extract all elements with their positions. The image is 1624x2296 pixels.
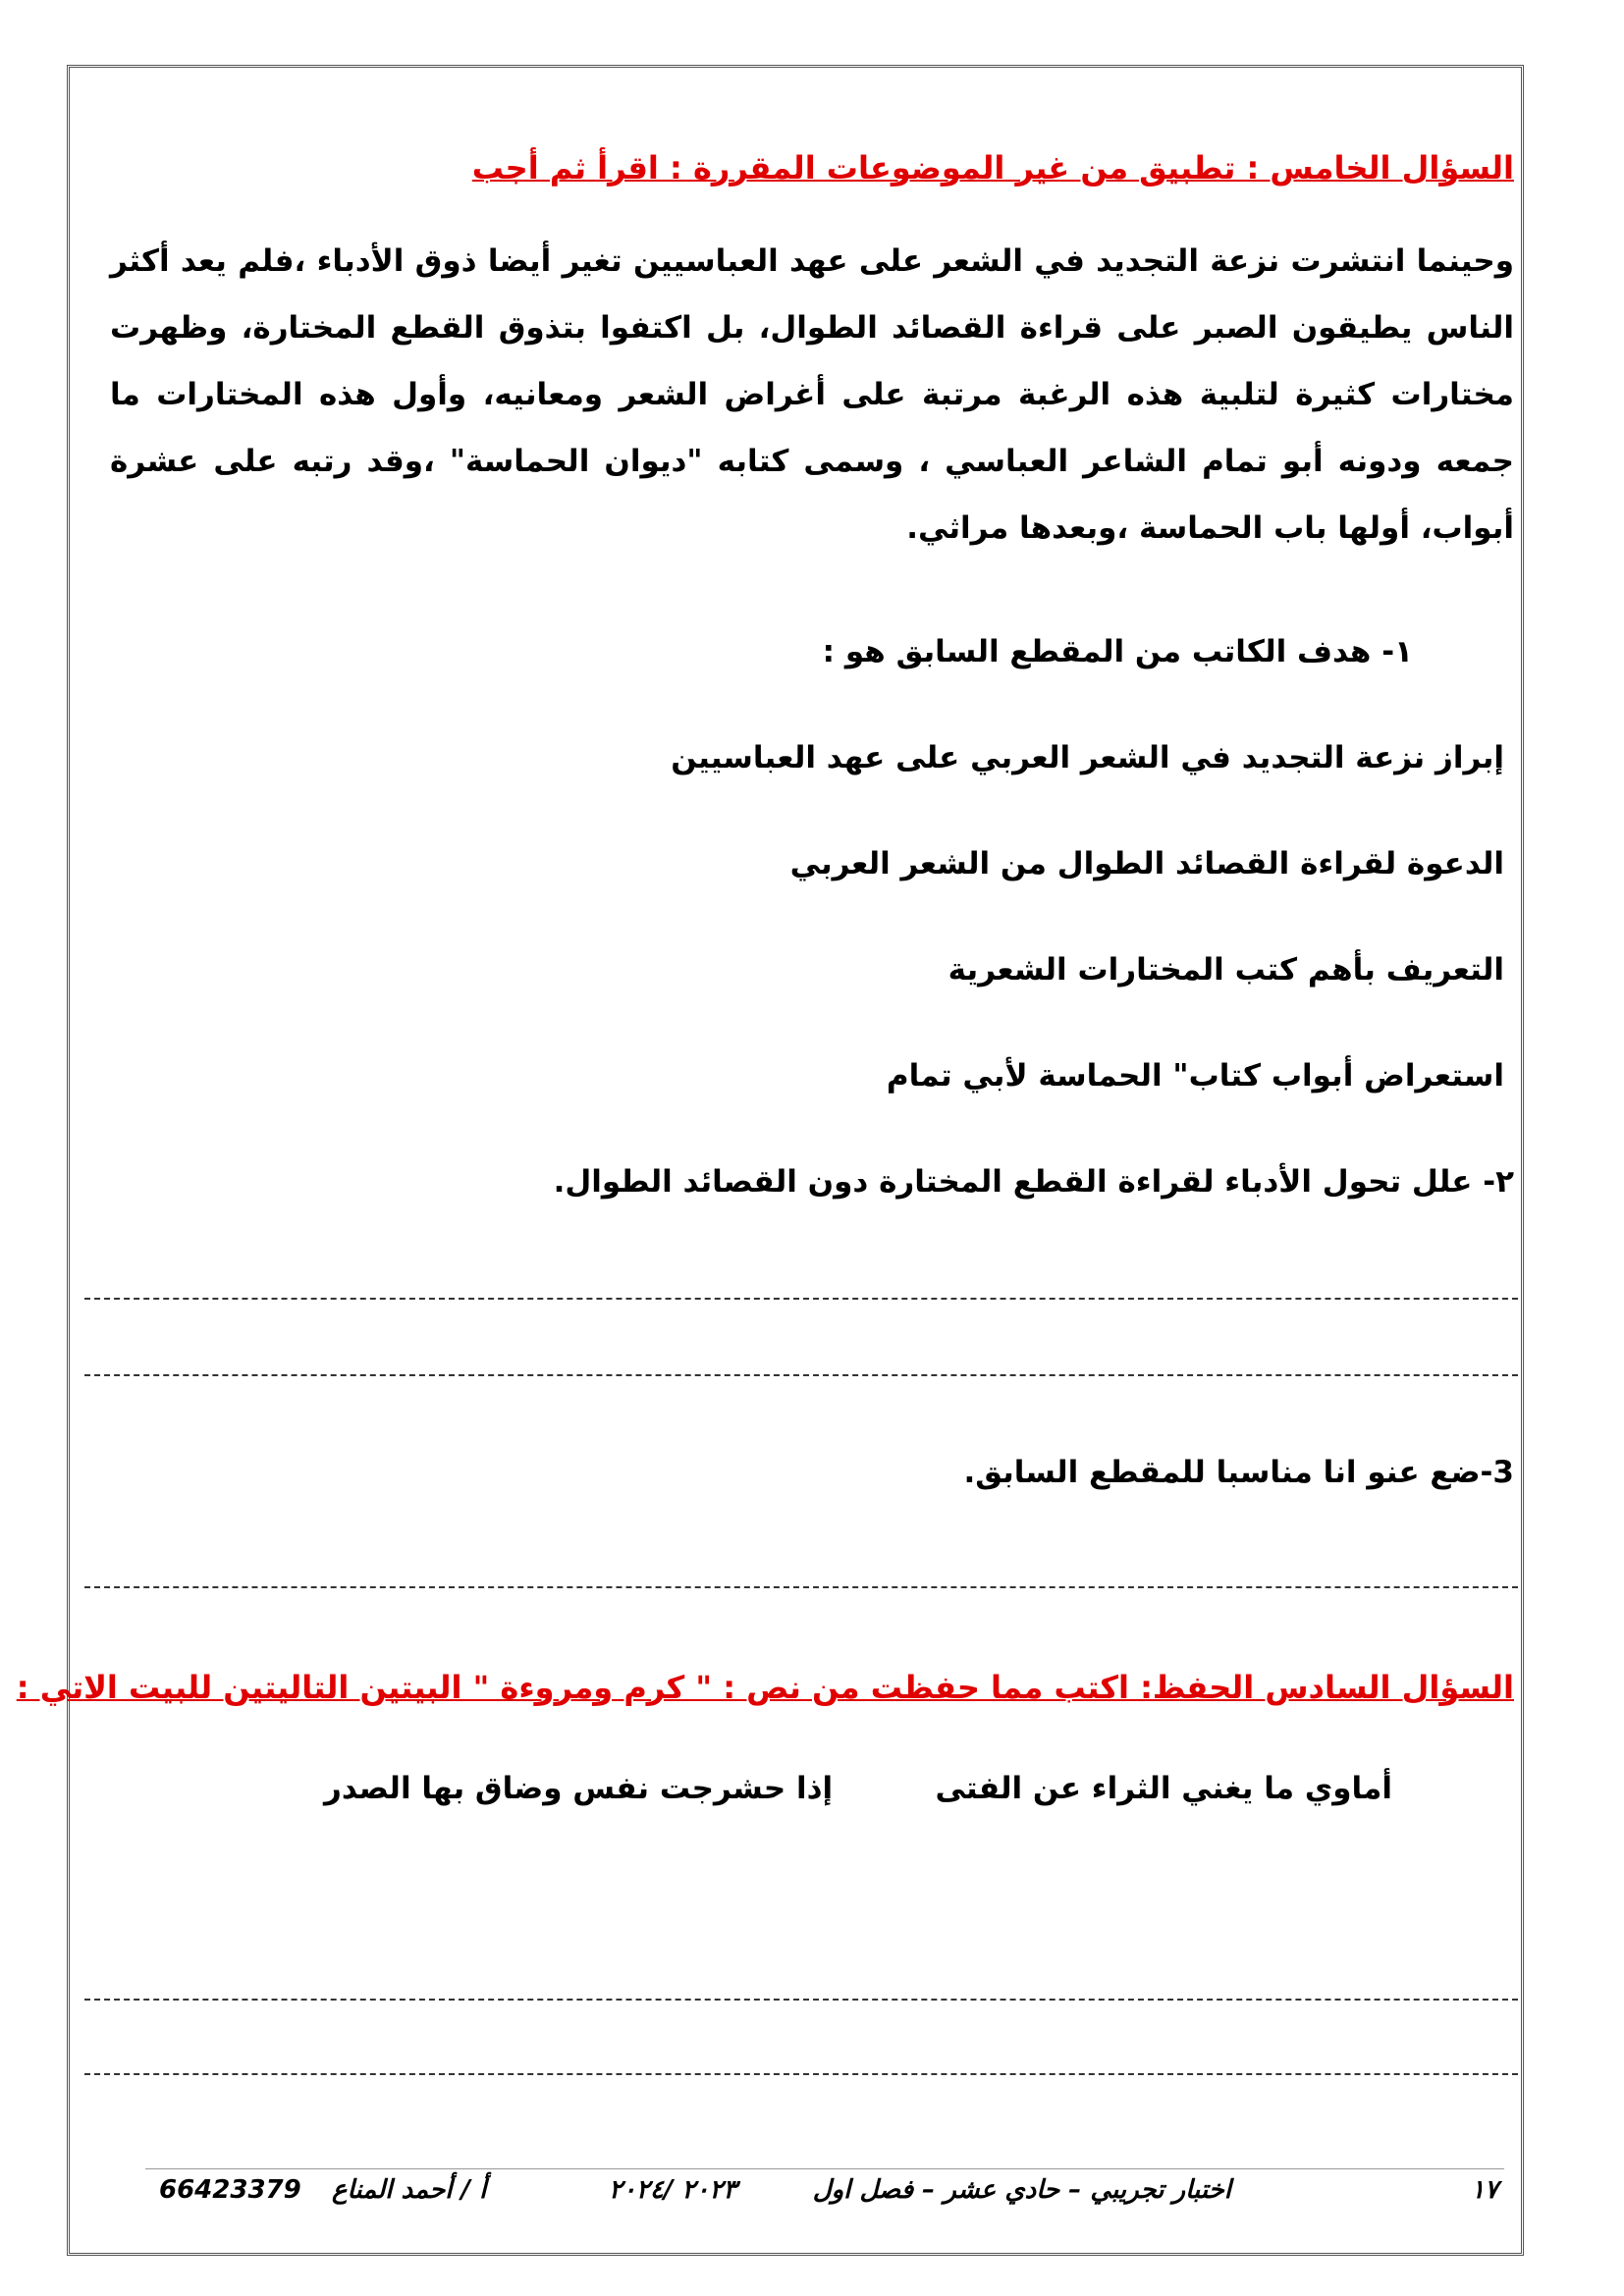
question2-label: ٢- علل تحول الأدباء لقراءة القطع المختارة دون القصائد الطوال. [553, 1164, 1514, 1200]
school-year: ٢٠٢٣ /٢٠٢٤ [609, 2175, 737, 2205]
author-name: أ / أحمد المناع [332, 2175, 487, 2205]
page-number: ١٧ [1471, 2175, 1498, 2205]
answer-line[interactable] [84, 1298, 1518, 1300]
answer-line[interactable] [84, 1374, 1518, 1376]
phone-number: 66423379 [159, 2175, 301, 2205]
answer-line[interactable] [84, 2073, 1518, 2075]
question1-label: ١- هدف الكاتب من المقطع السابق هو : [822, 634, 1413, 669]
verse-first-half: أماوي ما يغني الثراء عن الفتى [935, 1771, 1392, 1806]
option-3[interactable]: التعريف بأهم كتب المختارات الشعرية [947, 952, 1504, 988]
question6-title: السؤال السادس الحفظ: اكتب مما حفظت من نص : " كرم ومروءة " البيتين التاليتين للبيت الاتي : [16, 1669, 1514, 1706]
exam-name: اختبار تجريبي – حادي عشر – فصل اول [812, 2175, 1231, 2205]
question3-label: 3-ضع عنو انا مناسبا للمقطع السابق. [963, 1455, 1514, 1490]
footer-rule [145, 2168, 1504, 2169]
answer-line[interactable] [84, 1586, 1518, 1588]
option-1[interactable]: إبراز نزعة التجديد في الشعر العربي على عهد العباسيين [671, 740, 1504, 775]
option-4[interactable]: استعراض أبواب كتاب" الحماسة لأبي تمام [886, 1058, 1504, 1094]
question5-title: السؤال الخامس : تطبيق من غير الموضوعات المقررة : اقرأ ثم أجب [471, 149, 1514, 187]
reading-passage: وحينما انتشرت نزعة التجديد في الشعر على عهد العباسيين تغير أيضا ذوق الأدباء ،فلم يعد أكثر الناس يطيقون الصبر على قراءة القصائد الطوال، بل اكتفوا بتذوق القطع المختارة، وظهرت مختارات كثيرة لتلبية هذه الرغبة مرتبة على أغراض الشعر ومعانيه، وأول هذه المختارات ما جمعه ودونه أبو تمام الشاعر العباسي ، وسمى كتابه "ديوان الحماسة" ،وقد رتبه على عشرة أبواب، أولها باب الحماسة ،وبعدها مراثي. [110, 243, 1514, 546]
option-2[interactable]: الدعوة لقراءة القصائد الطوال من الشعر العربي [789, 846, 1504, 881]
answer-line[interactable] [84, 1999, 1518, 2001]
verse-second-half: إذا حشرجت نفس وضاق بها الصدر [324, 1771, 834, 1806]
